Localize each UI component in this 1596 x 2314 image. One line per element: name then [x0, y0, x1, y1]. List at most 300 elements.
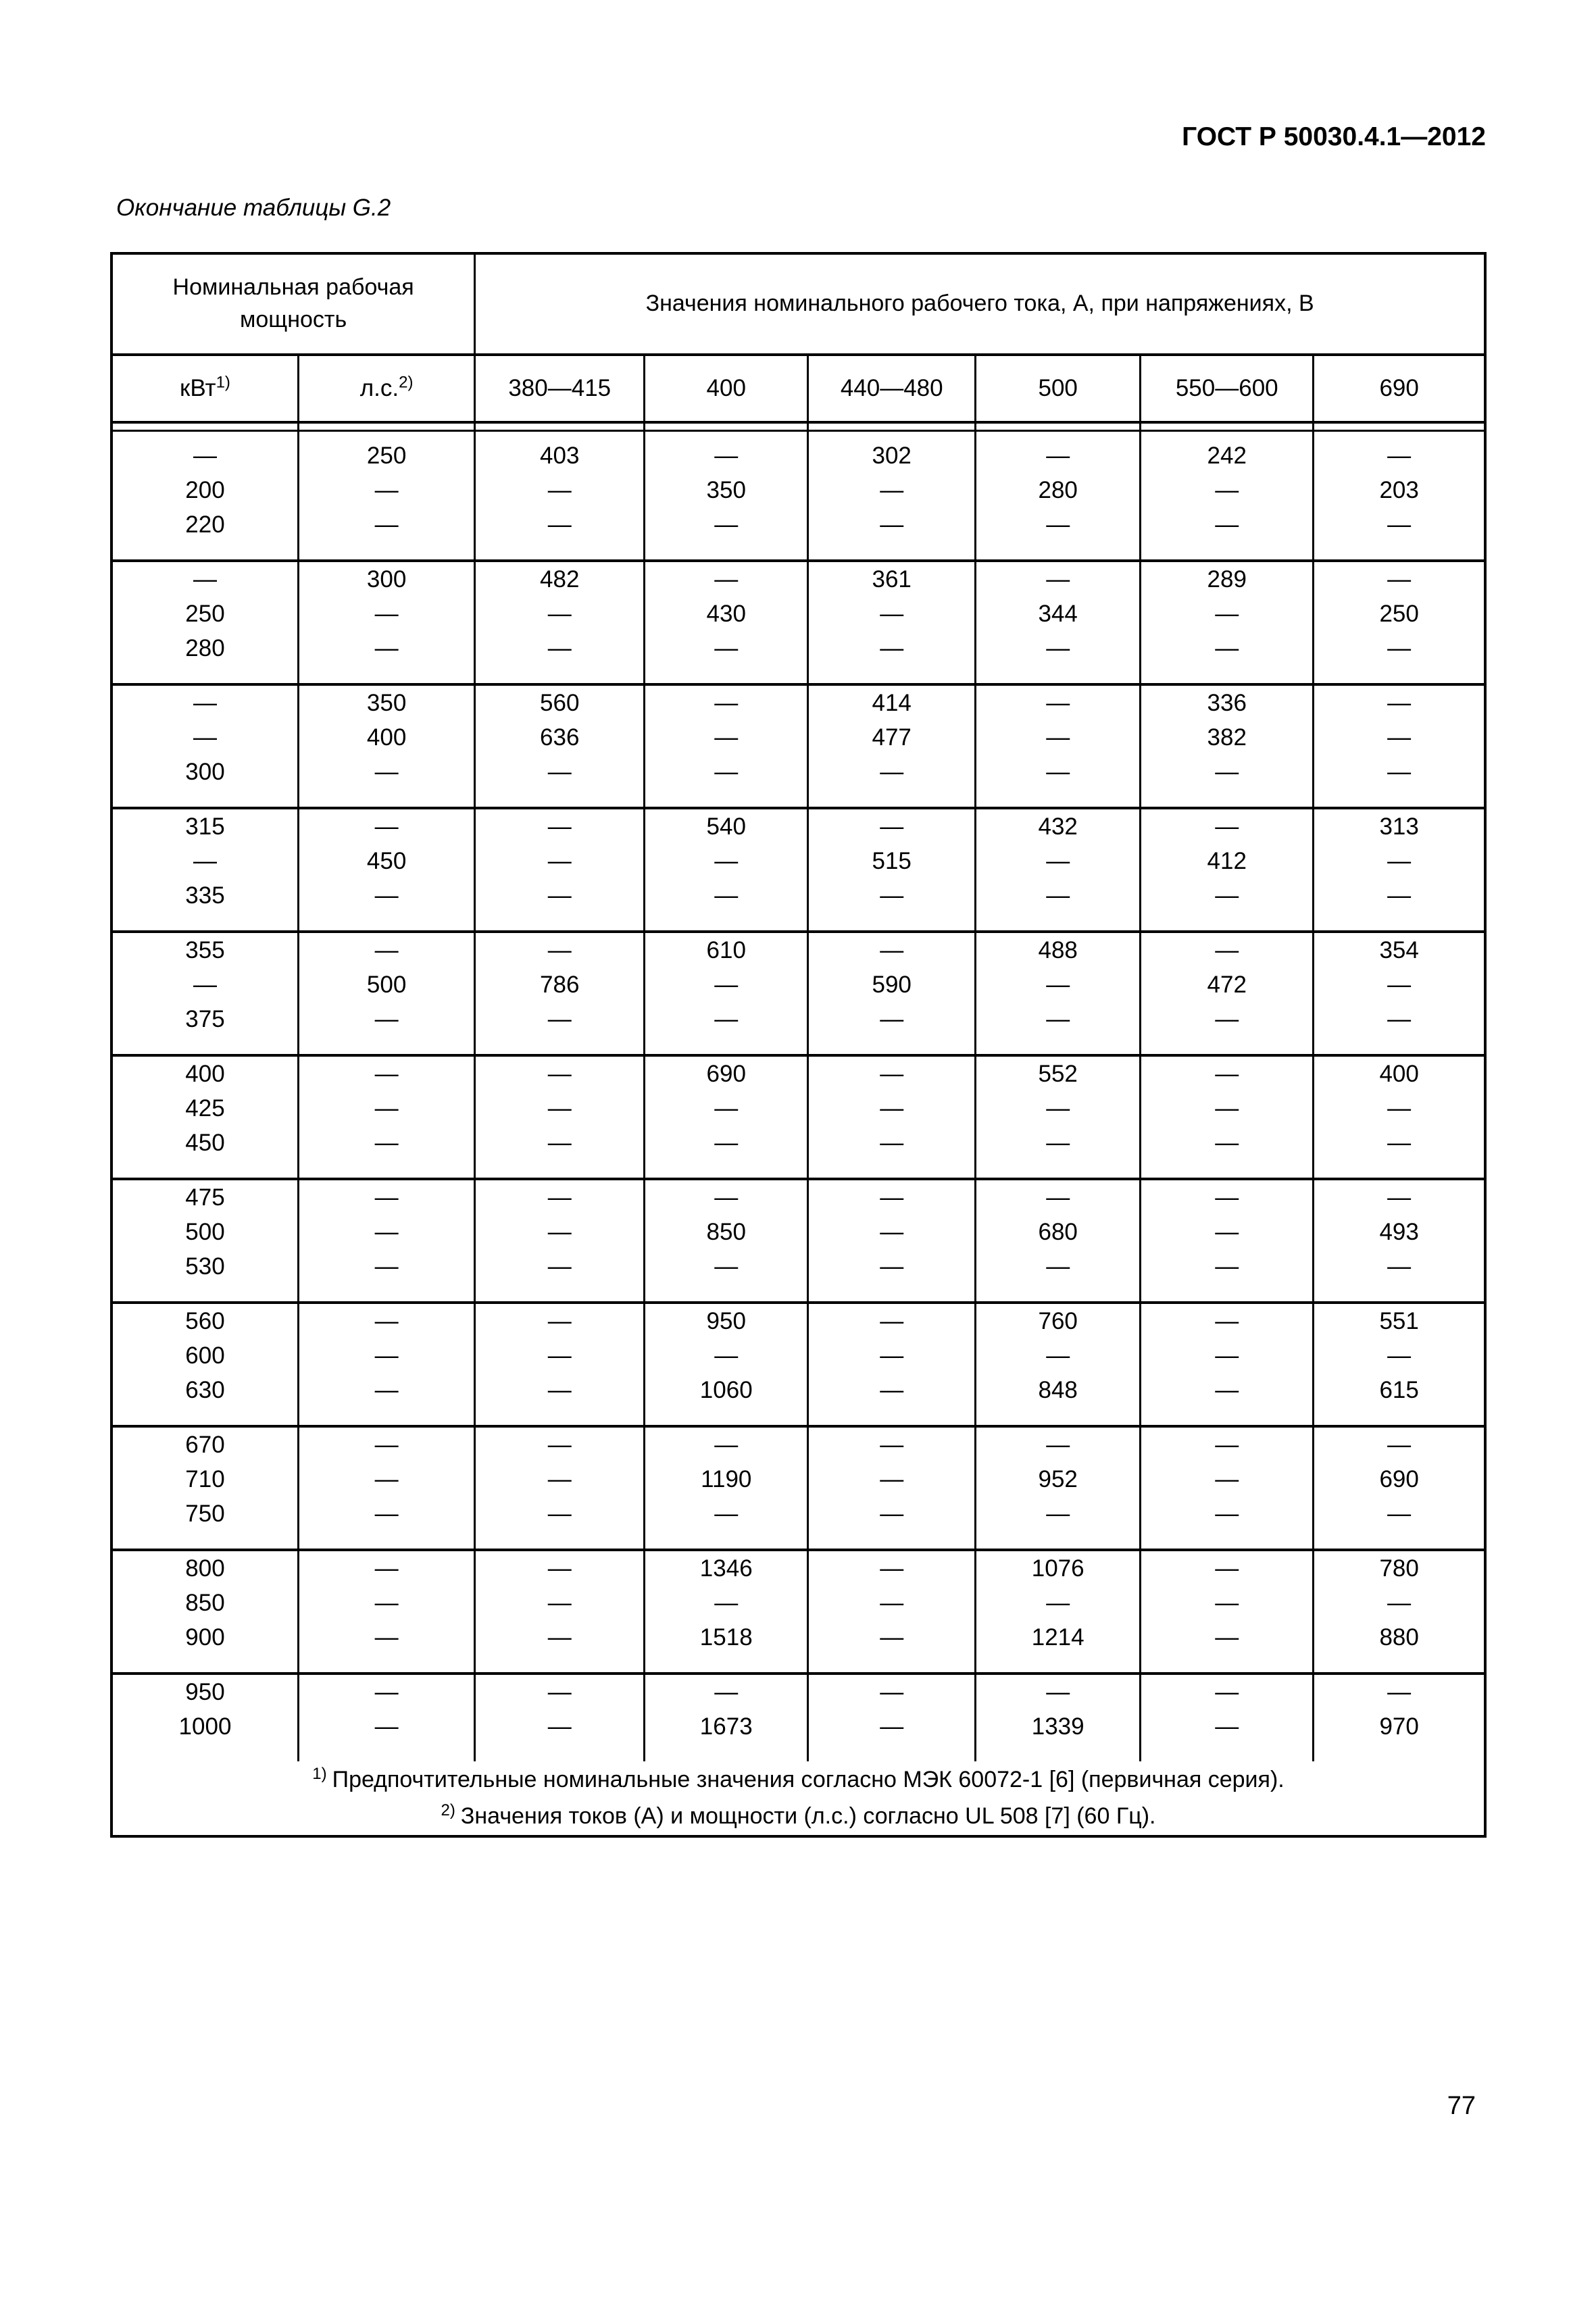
value-cell: —: [976, 431, 1141, 474]
value-cell: 432: [976, 808, 1141, 844]
value-cell: 472: [1141, 967, 1314, 1002]
value-cell: —: [298, 1338, 474, 1373]
value-cell: —: [808, 878, 976, 932]
value-cell: —: [298, 1550, 474, 1586]
table-row: [111, 932, 1485, 967]
value-cell: —: [1387, 724, 1412, 751]
value-cell: —: [645, 431, 808, 474]
value-cell: —: [976, 1091, 1141, 1126]
value-cell: —: [645, 1002, 808, 1055]
value-cell: —: [808, 1338, 976, 1373]
value-cell: —: [808, 932, 976, 967]
value-cell: —: [298, 1215, 474, 1249]
table-row: [111, 1091, 1485, 1126]
value-cell: —: [298, 1462, 474, 1496]
power-header-label: Номинальная рабочая мощность: [172, 274, 414, 332]
value-cell: —: [1141, 507, 1314, 561]
value-cell: —: [808, 1373, 976, 1426]
value-cell: —: [808, 1303, 976, 1338]
value-cell: 300: [298, 561, 474, 597]
value-cell: —: [298, 507, 474, 561]
footnote-2-marker: 2): [441, 1801, 455, 1820]
value-cell: —: [475, 1373, 645, 1426]
table-row: [111, 1002, 1485, 1055]
value-cell: —: [808, 1462, 976, 1496]
value-cell: —: [475, 473, 645, 507]
value-cell: 350: [298, 684, 474, 720]
footnotes-cell: [111, 1761, 1485, 1836]
table-row: [111, 631, 1485, 684]
value-cell: —: [645, 631, 808, 684]
table-container: [110, 252, 1487, 1838]
value-cell: —: [976, 755, 1141, 808]
value-cell: —: [475, 1709, 645, 1761]
table-row: [111, 1674, 1485, 1709]
value-cell: 970: [1379, 1713, 1419, 1740]
value-cell: 560: [475, 684, 645, 720]
value-cell: 615: [1314, 1373, 1485, 1426]
value-cell: 800: [111, 1550, 298, 1586]
value-cell: 610: [645, 932, 808, 967]
table-row: [111, 431, 1485, 474]
value-cell: 280: [111, 631, 298, 684]
value-cell: —: [1141, 1055, 1314, 1091]
value-cell: 220: [111, 507, 298, 561]
value-cell: 493: [1379, 1218, 1419, 1245]
value-cell: —: [475, 1496, 645, 1550]
value-cell: —: [645, 1426, 808, 1462]
value-cell: —: [645, 755, 808, 808]
value-cell: 750: [111, 1496, 298, 1550]
value-cell: —: [808, 1055, 976, 1091]
value-cell: —: [298, 473, 474, 507]
value-cell: 403: [475, 431, 645, 474]
value-cell: 551: [1379, 1307, 1419, 1334]
value-cell: 280: [976, 473, 1141, 507]
value-cell: 425: [111, 1091, 298, 1126]
current-header-label: Значения номинального рабочего тока, А, при напряжениях, В: [645, 291, 1314, 317]
value-cell: —: [808, 473, 976, 507]
table-row: [111, 967, 1485, 1002]
value-cell: —: [1314, 1249, 1485, 1303]
value-cell: —: [1141, 1249, 1314, 1303]
column-header-kw: кВт$^{1)}$: [111, 355, 298, 422]
value-cell: —: [808, 1002, 976, 1055]
value-cell: —: [645, 1496, 808, 1550]
value-cell: 630: [111, 1373, 298, 1426]
value-cell: —: [976, 631, 1141, 684]
value-cell: 344: [976, 597, 1141, 631]
column-header-550-600: 550—600: [1141, 355, 1314, 422]
value-cell: 475: [111, 1179, 298, 1215]
value-cell: —: [475, 1586, 645, 1620]
value-cell: —: [1141, 1709, 1314, 1761]
value-cell: 590: [808, 967, 976, 1002]
value-cell: —: [1141, 1303, 1314, 1338]
value-cell: —: [298, 631, 474, 684]
value-cell: 560: [111, 1303, 298, 1338]
header-sub-row: [111, 355, 1485, 422]
value-cell: —: [1141, 1002, 1314, 1055]
value-cell: —: [645, 561, 808, 597]
value-cell: —: [808, 755, 976, 808]
value-cell: —: [1314, 878, 1485, 932]
value-cell: 500: [298, 967, 474, 1002]
value-cell: —: [298, 878, 474, 932]
value-cell: —: [475, 1091, 645, 1126]
value-cell: 300: [111, 755, 298, 808]
value-cell: —: [645, 1126, 808, 1179]
value-cell: 203: [1379, 476, 1419, 503]
value-cell: —: [1387, 442, 1412, 469]
value-cell: —: [1314, 755, 1485, 808]
value-cell: 515: [808, 844, 976, 878]
value-cell: —: [298, 1586, 474, 1620]
value-cell: —: [1387, 971, 1412, 998]
value-cell: 289: [1141, 561, 1314, 597]
value-cell: —: [1141, 1462, 1314, 1496]
value-cell: —: [1141, 1373, 1314, 1426]
value-cell: 400: [298, 720, 474, 755]
value-cell: —: [976, 1426, 1141, 1462]
value-cell: —: [976, 1674, 1141, 1709]
value-cell: —: [976, 1179, 1141, 1215]
value-cell: —: [1387, 1678, 1412, 1705]
value-cell: —: [475, 1179, 645, 1215]
value-cell: —: [298, 1620, 474, 1674]
value-cell: —: [1141, 755, 1314, 808]
table-row: [111, 1249, 1485, 1303]
value-cell: 848: [976, 1373, 1141, 1426]
value-cell: —: [1314, 631, 1485, 684]
value-cell: —: [645, 507, 808, 561]
table-row: [111, 1055, 1485, 1091]
value-cell: —: [111, 720, 298, 755]
value-cell: —: [475, 1002, 645, 1055]
value-cell: —: [645, 1674, 808, 1709]
value-cell: —: [1141, 932, 1314, 967]
ratings-table: [110, 252, 1487, 1838]
value-cell: —: [298, 1709, 474, 1761]
value-cell: —: [1387, 1431, 1412, 1458]
value-cell: —: [475, 1426, 645, 1462]
value-cell: 530: [111, 1249, 298, 1303]
value-cell: —: [1141, 1126, 1314, 1179]
value-cell: —: [111, 967, 298, 1002]
value-cell: 950: [645, 1303, 808, 1338]
table-row: [111, 1462, 1485, 1496]
value-cell: —: [808, 1586, 976, 1620]
value-cell: 710: [111, 1462, 298, 1496]
value-cell: 1673: [645, 1709, 808, 1761]
column-header-500: 500: [976, 355, 1141, 422]
column-header-380-415: 380—415: [475, 355, 645, 422]
value-cell: —: [1387, 1095, 1412, 1122]
value-cell: —: [298, 1249, 474, 1303]
value-cell: —: [1314, 1002, 1485, 1055]
value-cell: —: [808, 1496, 976, 1550]
table-row: [111, 684, 1485, 720]
value-cell: —: [1141, 1215, 1314, 1249]
value-cell: —: [1141, 597, 1314, 631]
value-cell: —: [808, 1550, 976, 1586]
value-cell: —: [645, 878, 808, 932]
value-cell: —: [475, 1338, 645, 1373]
value-cell: 382: [1141, 720, 1314, 755]
value-cell: —: [475, 932, 645, 967]
table-row: [111, 844, 1485, 878]
header-span-row: [111, 253, 1485, 355]
value-cell: —: [1387, 1342, 1412, 1369]
value-cell: —: [976, 561, 1141, 597]
value-cell: —: [1141, 631, 1314, 684]
value-cell: —: [976, 844, 1141, 878]
table-row: [111, 720, 1485, 755]
value-cell: —: [298, 755, 474, 808]
footnote-2: [113, 1798, 1484, 1834]
value-cell: 552: [976, 1055, 1141, 1091]
value-cell: 375: [111, 1002, 298, 1055]
footnotes-row: [111, 1761, 1485, 1836]
value-cell: 1076: [976, 1550, 1141, 1586]
value-cell: 350: [645, 473, 808, 507]
table-body: [111, 431, 1485, 1762]
value-cell: 315: [111, 808, 298, 844]
value-cell: 488: [976, 932, 1141, 967]
value-cell: —: [475, 844, 645, 878]
value-cell: 477: [808, 720, 976, 755]
value-cell: 1190: [645, 1462, 808, 1496]
value-cell: 450: [111, 1126, 298, 1179]
value-cell: 1060: [645, 1373, 808, 1426]
value-cell: —: [1141, 1550, 1314, 1586]
value-cell: —: [808, 1620, 976, 1674]
value-cell: —: [645, 1179, 808, 1215]
value-cell: —: [475, 1126, 645, 1179]
value-cell: 1000: [111, 1709, 298, 1761]
value-cell: 760: [976, 1303, 1141, 1338]
value-cell: —: [976, 684, 1141, 720]
value-cell: —: [298, 1002, 474, 1055]
value-cell: 636: [475, 720, 645, 755]
value-cell: 850: [645, 1215, 808, 1249]
value-cell: 430: [645, 597, 808, 631]
value-cell: 242: [1141, 431, 1314, 474]
value-cell: —: [1314, 1496, 1485, 1550]
value-cell: —: [1314, 1126, 1485, 1179]
value-cell: —: [475, 755, 645, 808]
value-cell: —: [475, 1215, 645, 1249]
value-cell: —: [808, 1249, 976, 1303]
value-cell: 400: [111, 1055, 298, 1091]
value-cell: —: [1141, 1426, 1314, 1462]
footnote-ref-1: 1): [216, 373, 230, 392]
value-cell: —: [475, 1462, 645, 1496]
value-cell: 302: [808, 431, 976, 474]
value-cell: —: [475, 1303, 645, 1338]
doc-number: ГОСТ Р 50030.4.1—2012: [1182, 122, 1486, 151]
value-cell: 482: [475, 561, 645, 597]
value-cell: —: [645, 720, 808, 755]
table-row: [111, 1586, 1485, 1620]
table-row: [111, 1179, 1485, 1215]
value-cell: —: [645, 1249, 808, 1303]
value-cell: 250: [298, 431, 474, 474]
value-cell: —: [111, 844, 298, 878]
column-header-hp: л.с.$^{2)}$: [298, 355, 474, 422]
value-cell: —: [808, 808, 976, 844]
column-header-400: 400: [645, 355, 808, 422]
value-cell: 250: [1379, 600, 1419, 627]
value-cell: —: [808, 1179, 976, 1215]
table-row: [111, 1620, 1485, 1674]
value-cell: —: [1387, 1184, 1412, 1211]
value-cell: 540: [645, 808, 808, 844]
value-cell: 1214: [976, 1620, 1141, 1674]
value-cell: —: [808, 1709, 976, 1761]
value-cell: —: [475, 1249, 645, 1303]
table-row: [111, 808, 1485, 844]
value-cell: 336: [1141, 684, 1314, 720]
value-cell: 355: [111, 932, 298, 967]
value-cell: —: [808, 1426, 976, 1462]
value-cell: 400: [1379, 1060, 1419, 1087]
value-cell: —: [808, 507, 976, 561]
value-cell: —: [1387, 847, 1412, 874]
double-rule-spacer: [111, 422, 1485, 431]
table-row: [111, 1338, 1485, 1373]
value-cell: —: [111, 684, 298, 720]
value-cell: 690: [1379, 1465, 1419, 1492]
table-row: [111, 1126, 1485, 1179]
value-cell: 1518: [645, 1620, 808, 1674]
value-cell: —: [808, 631, 976, 684]
value-cell: —: [645, 1586, 808, 1620]
value-cell: 414: [808, 684, 976, 720]
value-cell: 1339: [976, 1709, 1141, 1761]
value-cell: —: [808, 1091, 976, 1126]
value-cell: —: [475, 878, 645, 932]
table-row: [111, 1550, 1485, 1586]
value-cell: 361: [808, 561, 976, 597]
value-cell: —: [475, 507, 645, 561]
table-row: [111, 507, 1485, 561]
value-cell: —: [298, 1496, 474, 1550]
table-row: [111, 597, 1485, 631]
value-cell: 850: [111, 1586, 298, 1620]
power-header-cell: [111, 253, 475, 355]
value-cell: —: [645, 1338, 808, 1373]
value-cell: —: [1141, 808, 1314, 844]
table-row: [111, 1373, 1485, 1426]
value-cell: —: [645, 684, 808, 720]
value-cell: —: [298, 1179, 474, 1215]
column-header-440-480: 440—480: [808, 355, 976, 422]
table-row: [111, 1215, 1485, 1249]
value-cell: 670: [111, 1426, 298, 1462]
value-cell: —: [298, 1674, 474, 1709]
table-row: [111, 1426, 1485, 1462]
value-cell: —: [1387, 689, 1412, 716]
value-cell: 950: [111, 1674, 298, 1709]
page-number: 77: [1447, 2092, 1476, 2120]
value-cell: —: [808, 1215, 976, 1249]
value-cell: 680: [976, 1215, 1141, 1249]
value-cell: —: [1141, 1338, 1314, 1373]
value-cell: —: [475, 1674, 645, 1709]
value-cell: —: [1314, 507, 1485, 561]
value-cell: —: [475, 808, 645, 844]
value-cell: —: [976, 1249, 1141, 1303]
value-cell: 335: [111, 878, 298, 932]
value-cell: 786: [475, 967, 645, 1002]
value-cell: —: [475, 597, 645, 631]
value-cell: —: [976, 967, 1141, 1002]
footnote-1-marker: 1): [312, 1764, 327, 1783]
table-row: [111, 755, 1485, 808]
footnote-1-text: Предпочтительные номинальные значения согласно МЭК 60072-1 [6] (первичная серия).: [332, 1767, 1285, 1792]
footnote-1: [113, 1761, 1484, 1798]
value-cell: —: [298, 1091, 474, 1126]
value-cell: 952: [976, 1462, 1141, 1496]
value-cell: 600: [111, 1338, 298, 1373]
value-cell: —: [298, 1426, 474, 1462]
table-row: [111, 561, 1485, 597]
current-header-cell: [475, 253, 1485, 355]
value-cell: —: [645, 967, 808, 1002]
value-cell: —: [298, 808, 474, 844]
value-cell: —: [111, 431, 298, 474]
value-cell: —: [976, 878, 1141, 932]
table-footer: [111, 1761, 1485, 1836]
value-cell: 690: [645, 1055, 808, 1091]
value-cell: —: [645, 1091, 808, 1126]
table-row: [111, 878, 1485, 932]
value-cell: —: [475, 1055, 645, 1091]
value-cell: 313: [1379, 813, 1419, 840]
table-row: [111, 473, 1485, 507]
value-cell: —: [976, 507, 1141, 561]
value-cell: —: [1387, 1589, 1412, 1616]
value-cell: —: [1141, 878, 1314, 932]
value-cell: —: [976, 1496, 1141, 1550]
value-cell: 200: [111, 473, 298, 507]
value-cell: —: [976, 720, 1141, 755]
value-cell: —: [298, 1055, 474, 1091]
value-cell: —: [808, 1674, 976, 1709]
footnote-ref-2: 2): [399, 373, 414, 392]
footnote-2-text: Значения токов (А) и мощности (л.с.) согласно UL 508 [7] (60 Гц).: [460, 1803, 1156, 1830]
table-caption: Окончание таблицы G.2: [116, 195, 391, 221]
value-cell: —: [298, 1373, 474, 1426]
value-cell: —: [976, 1338, 1141, 1373]
value-cell: —: [808, 1126, 976, 1179]
value-cell: —: [1141, 473, 1314, 507]
table-row: [111, 1709, 1485, 1761]
value-cell: 354: [1379, 936, 1419, 963]
value-cell: —: [298, 1303, 474, 1338]
value-cell: —: [808, 597, 976, 631]
value-cell: 250: [111, 597, 298, 631]
value-cell: 412: [1141, 844, 1314, 878]
table-row: [111, 1496, 1485, 1550]
value-cell: —: [976, 1586, 1141, 1620]
value-cell: —: [475, 631, 645, 684]
table-header: [111, 253, 1485, 431]
value-cell: —: [475, 1550, 645, 1586]
value-cell: —: [976, 1126, 1141, 1179]
value-cell: —: [1141, 1674, 1314, 1709]
